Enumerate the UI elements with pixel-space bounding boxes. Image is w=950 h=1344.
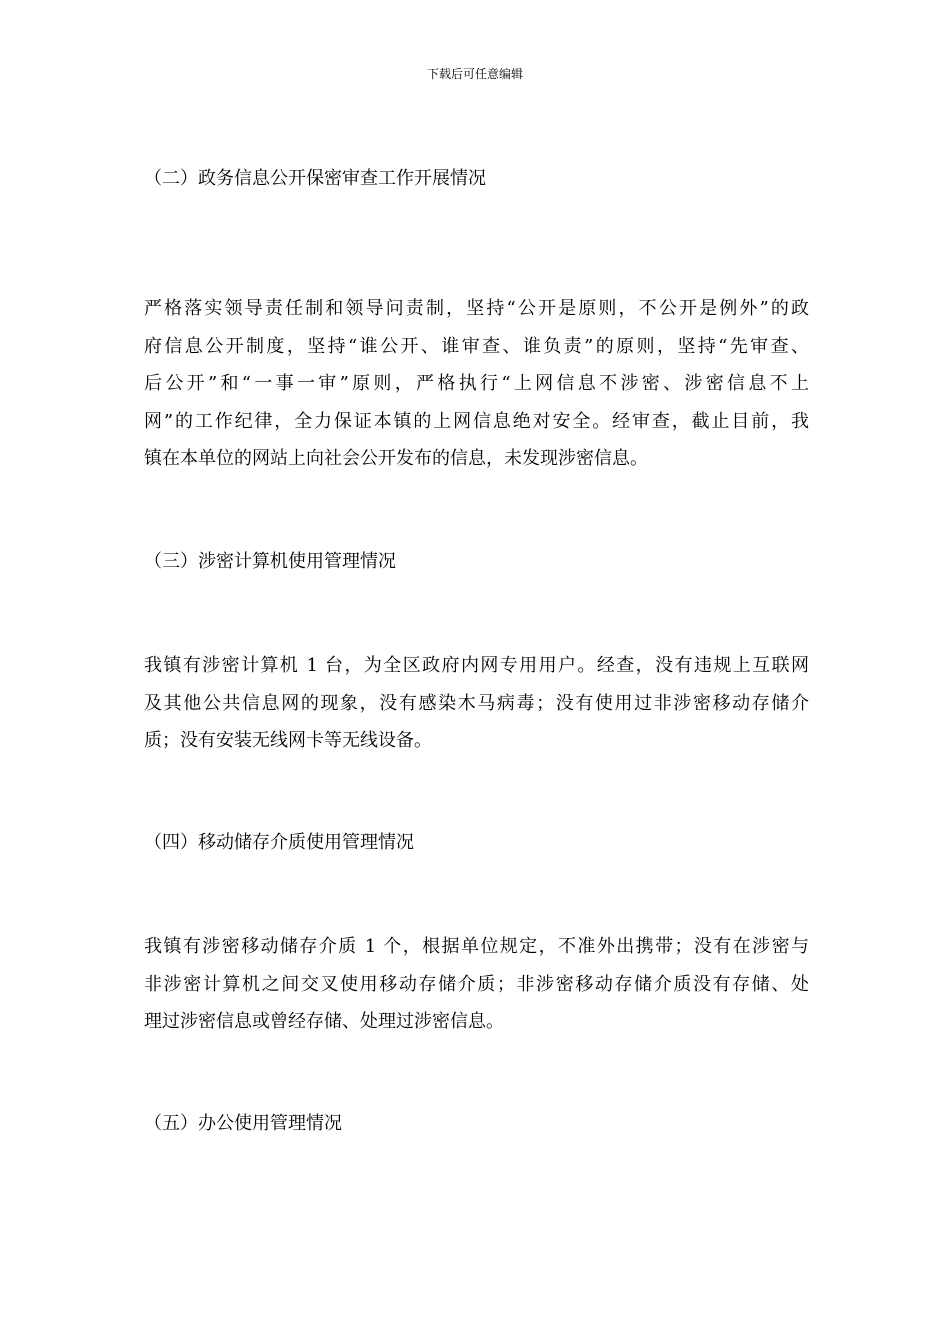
section-paragraph-3 (144, 647, 809, 760)
section-heading-3: （三）涉密计算机使用管理情况 (144, 551, 396, 572)
section-paragraph-4 (144, 928, 809, 1041)
section-heading-2: （二）政务信息公开保密审查工作开展情况 (144, 168, 486, 189)
paragraph-line: 我镇有涉密移动储存介质 1 个，根据单位规定，不准外出携带；没有在涉密与 (144, 936, 809, 957)
paragraph-line: 非涉密计算机之间交叉使用移动存储介质；非涉密移动存储介质没有存储、处 (144, 973, 809, 995)
paragraph-line: 府信息公开制度，坚持“谁公开、谁审查、谁负责”的原则，坚持“先审查、 (144, 335, 809, 357)
section-paragraph-2 (144, 290, 809, 478)
paragraph-line: 及其他公共信息网的现象，没有感染木马病毒；没有使用过非涉密移动存储介 (144, 692, 809, 714)
paragraph-line: 质；没有安装无线网卡等无线设备。 (144, 730, 432, 751)
paragraph-line: 网”的工作纪律，全力保证本镇的上网信息绝对安全。经审查，截止目前，我 (144, 410, 809, 432)
section-heading-5: （五）办公使用管理情况 (144, 1113, 342, 1134)
paragraph-line: 后公开”和“一事一审”原则，严格执行“上网信息不涉密、涉密信息不上 (144, 373, 809, 394)
paragraph-line: 我镇有涉密计算机 1 台，为全区政府内网专用用户。经查，没有违规上互联网 (144, 655, 809, 676)
page-header: 下载后可任意编辑 (426, 67, 523, 81)
paragraph-line: 镇在本单位的网站上向社会公开发布的信息，未发现涉密信息。 (144, 448, 648, 469)
paragraph-line: 理过涉密信息或曾经存储、处理过涉密信息。 (144, 1011, 504, 1032)
section-heading-4: （四）移动储存介质使用管理情况 (144, 832, 414, 853)
paragraph-line: 严格落实领导责任制和领导问责制，坚持“公开是原则，不公开是例外”的政 (144, 298, 809, 319)
